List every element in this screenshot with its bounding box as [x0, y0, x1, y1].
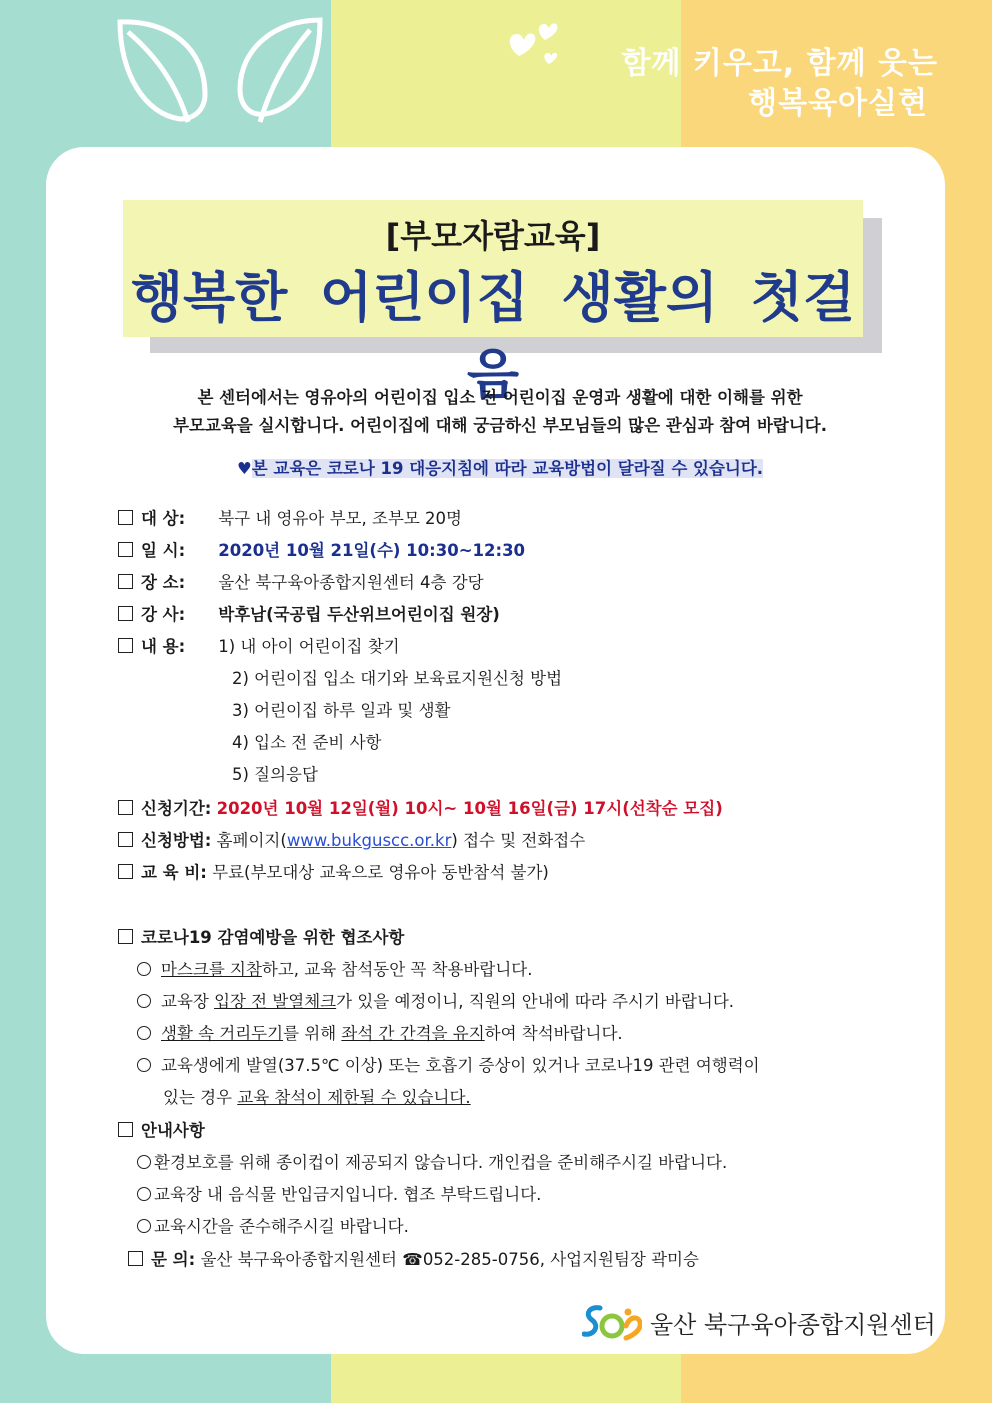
checkbox-icon: [118, 606, 133, 621]
covid-text: 있는 경우: [163, 1088, 238, 1107]
heart-icon: ♥: [236, 459, 252, 478]
checkbox-icon: [128, 1251, 143, 1266]
covid-text: 가 있을 예정이니, 직원의 안내에 따라 주시기 바랍니다.: [336, 992, 735, 1011]
guide-heading: [118, 1117, 205, 1141]
detail-date: [118, 537, 525, 561]
covid-notice: [100, 455, 900, 479]
intro-text: [100, 384, 900, 440]
intro-line-2: 부모교육을 실시합니다. 어린이집에 대해 궁금하신 부모님들의 많은 관심과 참여 바랍니다.: [173, 416, 827, 435]
checkbox-icon: [118, 832, 133, 847]
covid-text: 교육생에게 발열(37.5℃ 이상) 또는 호흡기 증상이 있거나 코로나19 관련 여행력이: [161, 1056, 760, 1075]
detail-label: 대 상:: [141, 509, 186, 528]
circle-bullet-icon: [137, 1187, 151, 1201]
detail-label: 내 용:: [141, 637, 186, 656]
covid-item: [137, 988, 734, 1012]
covid-heading: [118, 924, 404, 948]
contact-org: 울산 북구육아종합지원센터: [200, 1250, 403, 1269]
content-item: 3) 어린이집 하루 일과 및 생활: [232, 701, 451, 720]
detail-value: ) 접수 및 전화접수: [451, 831, 586, 850]
guide-item: [137, 1149, 727, 1173]
checkbox-icon: [118, 638, 133, 653]
detail-label: 신청방법:: [141, 831, 212, 850]
covid-text: 생활 속 거리두기: [161, 1024, 284, 1043]
content-item: 4) 입소 전 준비 사항: [232, 733, 382, 752]
covid-item: [137, 1020, 623, 1044]
covid-text: 를 위해: [283, 1024, 342, 1043]
covid-text: 교육 참석이 제한될 수 있습니다.: [237, 1088, 471, 1107]
circle-bullet-icon: [137, 1219, 151, 1233]
covid-item-continued: [163, 1084, 471, 1108]
content-item: 5) 질의응답: [232, 765, 318, 784]
center-logo-icon: [582, 1302, 642, 1342]
covid-text: 하고, 교육 참석동안 꼭 착용바랍니다.: [261, 960, 533, 979]
detail-label: 장 소:: [141, 573, 186, 592]
contact-row: [128, 1246, 699, 1270]
hearts-icon: [505, 20, 565, 70]
detail-label: 강 사:: [141, 605, 186, 624]
header-slogan: [578, 44, 938, 124]
covid-item: [137, 1052, 760, 1076]
circle-bullet-icon: [137, 1058, 151, 1072]
circle-bullet-icon: [137, 1155, 151, 1169]
detail-label: 일 시:: [141, 541, 186, 560]
intro-line-1: 본 센터에서는 영유아의 어린이집 입소 전 어린이집 운영과 생활에 대한 이해를 위한: [197, 388, 803, 407]
notice-text: 본 교육은 코로나 19 대응지침에 따라 교육방법이 달라질 수 있습니다.: [251, 459, 764, 478]
guide-text: 환경보호를 위해 종이컵이 제공되지 않습니다. 개인컵을 준비해주시길 바랍니다.: [154, 1153, 728, 1172]
detail-label: 신청기간:: [141, 799, 212, 818]
guide-text: 교육시간을 준수해주시길 바랍니다.: [154, 1217, 409, 1236]
covid-text: 마스크를 지참: [161, 960, 262, 979]
checkbox-icon: [118, 1122, 133, 1137]
detail-value: 2020년 10월 21일(수) 10:30~12:30: [218, 541, 526, 560]
guide-item: [137, 1181, 541, 1205]
detail-place: [118, 569, 484, 593]
detail-value: 2020년 10월 12일(월) 10시~ 10월 16일(금) 17시(선착순 모집): [216, 799, 723, 818]
guide-text: 교육장 내 음식물 반입금지입니다. 협조 부탁드립니다.: [154, 1185, 542, 1204]
contact-label: 문 의:: [151, 1250, 196, 1269]
center-name: 울산 북구육아종합지원센터: [650, 1311, 936, 1339]
checkbox-icon: [118, 574, 133, 589]
detail-value: 홈페이지(: [216, 831, 287, 850]
covid-text: 하여 착석바랍니다.: [484, 1024, 623, 1043]
leaf-icon: [110, 14, 330, 124]
detail-lecturer: [118, 601, 500, 625]
covid-text: 교육장: [161, 992, 215, 1011]
detail-target: [118, 505, 462, 529]
content-item: 1) 내 아이 어린이집 찾기: [218, 637, 400, 656]
content-item: 2) 어린이집 입소 대기와 보육료지원신청 방법: [232, 669, 563, 688]
detail-fee: [118, 859, 549, 883]
circle-bullet-icon: [137, 962, 151, 976]
detail-value: 박후남(국공립 두산위브어린이집 원장): [218, 605, 500, 624]
covid-text: 입장 전 발열체크: [214, 992, 337, 1011]
slogan-line-1: 함께 키우고, 함께 웃는: [621, 46, 938, 81]
slogan-line-2: 행복육아실현: [748, 86, 928, 121]
detail-apply-method: [118, 827, 585, 851]
checkbox-icon: [118, 864, 133, 879]
circle-bullet-icon: [137, 1026, 151, 1040]
contact-value: 052-285-0756, 사업지원팀장 곽미승: [422, 1250, 699, 1269]
homepage-link[interactable]: www.bukguscc.or.kr: [286, 831, 452, 850]
page-title: 행복한 어린이집 생활의 첫걸음: [130, 266, 856, 406]
circle-bullet-icon: [137, 994, 151, 1008]
covid-item: [137, 956, 532, 980]
phone-icon: ☎: [402, 1250, 423, 1269]
section-heading: 코로나19 감염예방을 위한 협조사항: [141, 928, 405, 947]
covid-text: 좌석 간 간격을 유지: [341, 1024, 485, 1043]
detail-value: 무료(부모대상 교육으로 영유아 동반참석 불가): [212, 863, 549, 882]
detail-content: [118, 633, 400, 657]
checkbox-icon: [118, 929, 133, 944]
title-subtitle: [부모자람교육]: [385, 217, 601, 255]
detail-value: 북구 내 영유아 부모, 조부모 20명: [218, 509, 462, 528]
detail-value: 울산 북구육아종합지원센터 4층 강당: [218, 573, 484, 592]
detail-label: 교 육 비:: [141, 863, 207, 882]
section-heading: 안내사항: [141, 1121, 205, 1140]
checkbox-icon: [118, 510, 133, 525]
guide-item: [137, 1213, 409, 1237]
checkbox-icon: [118, 800, 133, 815]
detail-apply-period: [118, 795, 723, 819]
checkbox-icon: [118, 542, 133, 557]
